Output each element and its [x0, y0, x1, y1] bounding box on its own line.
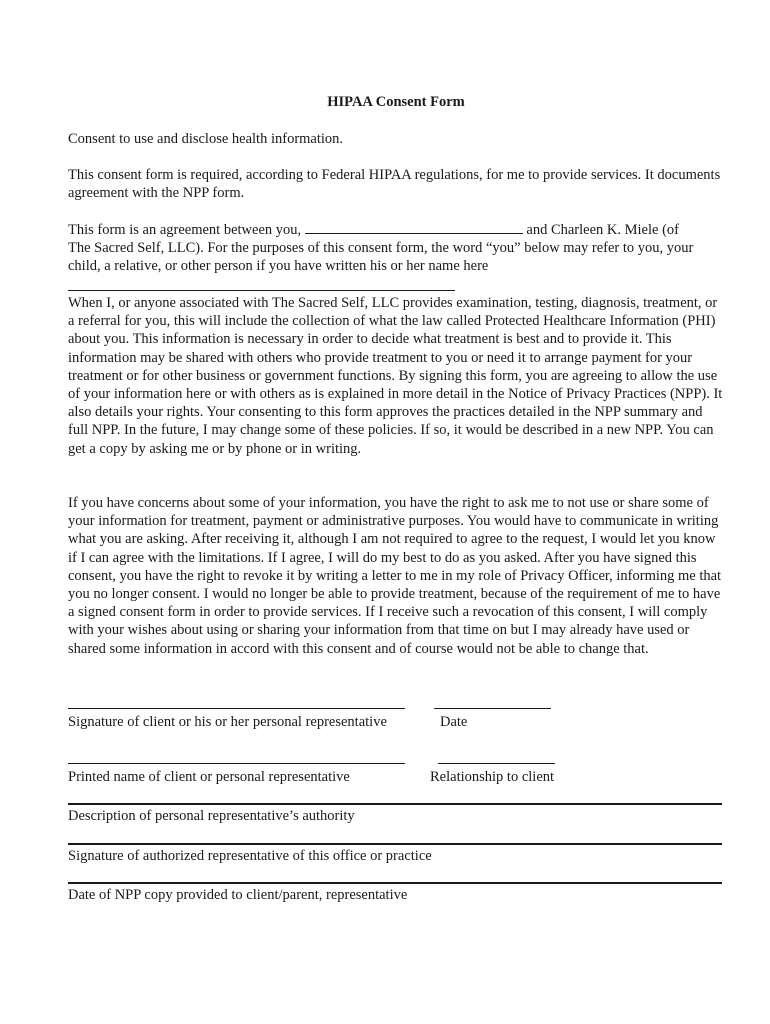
other-person-name-line[interactable]: [68, 290, 455, 291]
agreement-suffix: and Charleen K. Miele (of: [526, 222, 679, 238]
intro-paragraph: This consent form is required, according to Federal HIPAA regulations, for me to provide services. It documents agreement with the NPP form.: [68, 167, 721, 202]
agreement-prefix: This form is an agreement between you,: [68, 222, 302, 238]
date-label: Date: [440, 714, 468, 730]
npp-date-label: Date of NPP copy provided to client/parent, representative: [68, 887, 408, 903]
phi-paragraph: When I, or anyone associated with The Sacred Self, LLC provides examination, testing, diagnosis, treatment, or a referral for you, this will include the collection of what the law called Protected Healthcare Information (PHI) about you. This information is necessary in order to decide what treatment is best and to provide it. This information may be shared with others who provide treatment to you or need it to arrange payment for your treatment or for other business or government functions. By signing this form, you are agreeing to allow the use of your information here or with others as is explained in more detail in the Notice of Privacy Practices (NPP). It also details your rights. Your consenting to this form approves the practices detailed in the NPP summary and full NPP. In the future, I may change some of these policies. If so, it would be described in a new NPP. You can get a copy by asking me or by phone or in writing.: [68, 295, 723, 457]
concerns-paragraph: If you have concerns about some of your information, you have the right to ask me to not use or share some of your information for treatment, payment or administrative purposes. You would have to communicate in writing what you are asking. After receiving it, although I am not required to agree to the request, I would let you know if I can agree with the limitations. If I agree, I will do my best to do as you asked. After you have signed this consent, you have the right to revoke it by writing a letter to me in my role of Privacy Officer, informing me that you no longer consent. I would no longer be able to provide treatment, because of the requirement of me to have a signed consent form in order to provide services. If I receive such a revocation of this consent, I will comply with your wishes about using or sharing your information from that time on but I may already have used or shared some information in accord with this consent and of course would not be able to change that.: [68, 495, 722, 657]
printed-name-label: Printed name of client or personal representative: [68, 769, 350, 785]
form-subtitle: Consent to use and disclose health information.: [68, 131, 344, 147]
agreement-first-line: [68, 221, 679, 239]
npp-date-line[interactable]: [68, 882, 722, 884]
office-signature-label: Signature of authorized representative of this office or practice: [68, 848, 432, 864]
date-line[interactable]: [434, 708, 551, 709]
relationship-line[interactable]: [438, 763, 555, 764]
printed-name-line[interactable]: [68, 763, 405, 764]
client-signature-label: Signature of client or his or her personal representative: [68, 714, 387, 730]
authority-label: Description of personal representative’s authority: [68, 808, 355, 824]
relationship-label: Relationship to client: [430, 769, 555, 785]
form-title: HIPAA Consent Form: [327, 94, 465, 110]
office-signature-line[interactable]: [68, 843, 722, 845]
authority-line[interactable]: [68, 803, 722, 805]
client-signature-line[interactable]: [68, 708, 405, 709]
client-name-blank[interactable]: [305, 221, 523, 234]
agreement-paragraph: The Sacred Self, LLC). For the purposes of this consent form, the word “you” below may refer to you, your child, a relative, or other person if you have written his or her name here: [68, 240, 694, 275]
